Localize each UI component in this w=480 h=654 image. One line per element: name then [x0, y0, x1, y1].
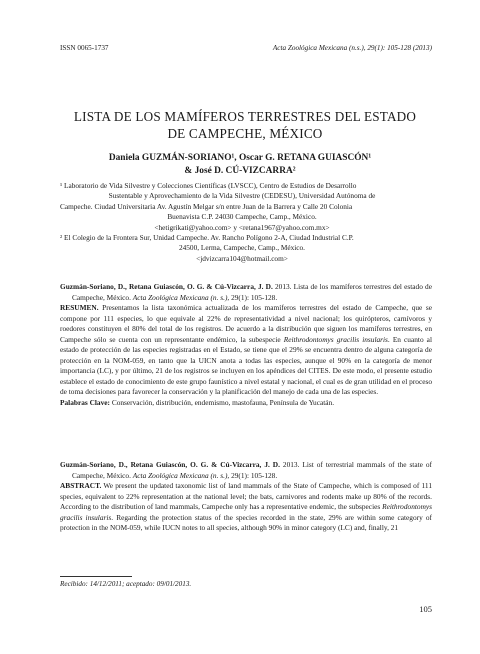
english-citation [60, 460, 432, 481]
authors-line-2: & José D. CÚ-VIZCARRA² [184, 166, 296, 176]
keywords-paragraph [60, 398, 432, 409]
title-line-1: LISTA DE LOS MAMÍFEROS TERRESTRES DEL ESTADO [73, 109, 417, 124]
affiliation-1-line-1: ¹ Laboratorio de Vida Silvestre y Colecciones Científicas (LVSCC), Centro de Estudios de Desarrollo [60, 181, 357, 190]
abstract-paragraph [60, 481, 432, 534]
resumen-text-b: . En cuanto al estado de protección de las especies registradas en el Estado, se tiene que el 29% se encuentra dentro de alguna categoría de protección en la NOM-059, en tanto que la UICN anota a todas las especies, aunque el 90% en la categoría de menor importancia (LC), y por último, 21 de los registros se incluyen en los apéndices del CITES. De este modo, el presente estudio establece el estado de conocimiento de este grupo faunístico a nivel estatal y nacional, el cual es de gran utilidad en el proceso de toma decisiones para favorecer la conservación y la planificación del manejo de cada una de las especies. [60, 334, 432, 397]
affiliation-2-line-2: 24500, Lerma, Campeche, Camp., México. [178, 243, 306, 253]
footnote-rule [60, 576, 132, 577]
english-citation-journal: Acta Zoológica Mexicana (n. s.), [132, 470, 230, 480]
english-citation-authors: Guzmán-Soriano, D., Retana Guiascón, O. G. & Cú-Vizcarra, J. D. [60, 460, 280, 469]
resumen-label: RESUMEN. [60, 303, 99, 313]
abstract-text-a: We present the updated taxonomic list of land mammals of the State of Campeche, which is composed of 111 species, equivalent to 22% representation at the national level; the bats, carnivores and rodents make up 80% of the records. According to the distribution of land mammals, Campeche only has a representative endemic, the subspecies [60, 481, 432, 512]
resumen-text-a: Presentamos la lista taxonómica actualizada de los mamíferos terrestres del estado de Campeche, que se compone por 111 especies, lo que equivale al 22% de representatividad a nivel nacional; los quirópteros, carnívoros y roedores constituyen el 80% del total de los registros. De acuerdo a la distribución que siguen los mamíferos terrestres, en Campeche sólo se cuenta con un representante endémico, la subespecie [60, 303, 432, 344]
resumen-species: Reithrodontomys gracilis insularis [283, 334, 388, 344]
spanish-citation-journal: Acta Zoológica Mexicana (n. s.), [132, 292, 230, 302]
author-list [40, 152, 440, 178]
abstract-species: Reithrodontomys gracilis insularis [60, 502, 432, 522]
keywords-label: Palabras Clave: [60, 398, 110, 408]
spanish-citation-text: 2013. Lista de los mamíferos terrestres del estado de Campeche, México. [72, 282, 432, 302]
keywords-text: Conservación, distribución, endemismo, mastofauna, Península de Yucatán. [109, 398, 335, 408]
spanish-abstract-block [60, 282, 432, 409]
spanish-citation-authors: Guzmán-Soriano, D., Retana Guiascón, O. G. & Cú-Vizcarra, J. D. [60, 282, 273, 291]
article-title [50, 108, 440, 142]
resumen-paragraph [60, 303, 432, 398]
issn: ISSN 0065-1737 [60, 44, 109, 52]
affiliation-1-line-4: Buenavista C.P. 24030 Campeche, Camp., México. [167, 212, 317, 222]
received-date: Recibido: 14/12/2011; aceptado: 09/01/2013. [60, 580, 192, 588]
journal-citation: Acta Zoológica Mexicana (n.s.), 29(1): 105-128 (2013) [272, 44, 432, 52]
title-line-2: DE CAMPECHE, MÉXICO [167, 126, 323, 141]
authors-line-1: Daniela GUZMÁN-SORIANO¹, Oscar G. RETANA GUIASCÓN¹ [108, 153, 372, 163]
english-abstract-block [60, 460, 432, 534]
spanish-citation-pages: 29(1): 105-128. [229, 292, 278, 302]
page-number: 105 [419, 604, 432, 614]
english-citation-pages: 29(1): 105-128. [229, 470, 278, 480]
affiliation-1-emails: <hetigrikati@yahoo.com> y <retana1967@yahoo.com.mx> [154, 222, 330, 232]
abstract-text-b: . Regarding the protection status of the species recorded in the state, 29% are within some category of protection in the NOM-059, while IUCN notes to all species, although 90% in minor category (LC) and, finally, 21 [60, 512, 432, 533]
english-citation-text: 2013. List of terrestrial mammals of the state of Campeche, México. [72, 460, 432, 480]
affiliation-1-line-2: Sustentable y Aprovechamiento de la Vida Silvestre (CEDESU), Universidad Autónoma de [108, 191, 376, 201]
affiliation-2-line-1: ² El Colegio de la Frontera Sur, Unidad Campeche. Av. Rancho Polígono 2-A, Ciudad Industrial C.P. [60, 233, 354, 243]
affiliation-2-email: <jdvizcarra104@hotmail.com> [196, 253, 288, 263]
spanish-citation [60, 282, 432, 303]
affiliations [60, 181, 424, 264]
affiliation-1-line-3: Campeche. Ciudad Universitaria Av. Agustín Melgar s/n entre Juan de la Barrera y Calle 20 Colonia [60, 201, 353, 211]
abstract-label: ABSTRACT. [60, 481, 102, 491]
